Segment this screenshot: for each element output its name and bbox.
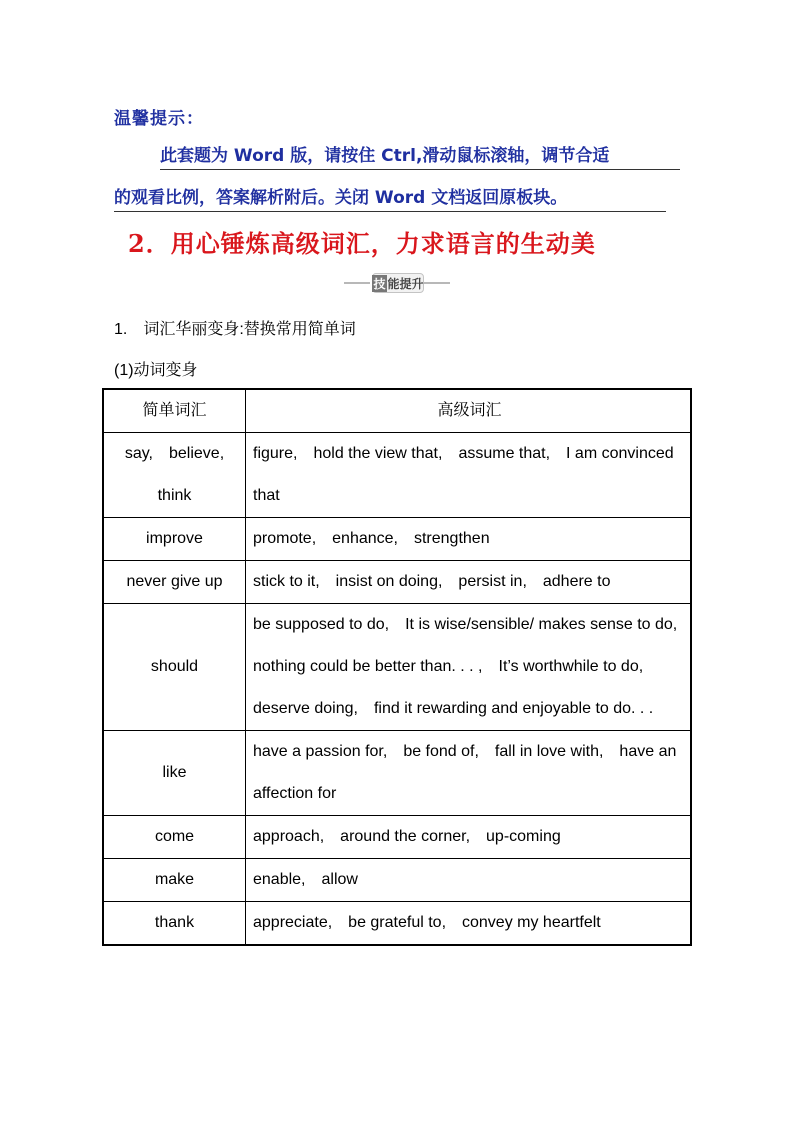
tip-line-1: 此套题为 Word 版，请按住 Ctrl,滑动鼠标滚轴，调节合适 (160, 143, 680, 170)
advanced-words-cell: stick to it, insist on doing, persist in, adhere to (246, 561, 692, 604)
simple-word-cell: make (103, 859, 246, 902)
advanced-words-cell: approach, around the corner, up-coming (246, 816, 692, 859)
table-row (103, 561, 691, 604)
table-row (103, 604, 691, 731)
subsection-title: (1)动词变身 (114, 362, 198, 379)
advanced-words-cell: enable, allow (246, 859, 692, 902)
advanced-words-cell: figure, hold the view that, assume that, I am convinced that (246, 433, 692, 518)
simple-word-cell: thank (103, 902, 246, 946)
table-row (103, 518, 691, 561)
simple-word-cell: never give up (103, 561, 246, 604)
simple-word-cell: improve (103, 518, 246, 561)
badge-divider-left (344, 282, 370, 284)
table-row (103, 902, 691, 946)
table-row (103, 731, 691, 816)
advanced-words-cell: promote, enhance, strengthen (246, 518, 692, 561)
simple-word-cell: come (103, 816, 246, 859)
badge-highlight-char: 技 (373, 276, 386, 291)
badge-label (372, 273, 424, 293)
tip-line-2: 的观看比例，答案解析附后。关闭 Word 文档返回原板块。 (114, 185, 666, 212)
table-header-row (103, 389, 691, 433)
advanced-words-cell: be supposed to do, It is wise/sensible/ makes sense to do, nothing could be better than. . . , It’s worthwhile to do, deserve doing, find it rewarding and enjoyable to do. . . (246, 604, 692, 731)
vocabulary-table (102, 388, 692, 946)
table-row (103, 816, 691, 859)
tip-title: 温馨提示： (114, 109, 204, 129)
advanced-words-cell: have a passion for, be fond of, fall in love with, have an affection for (246, 731, 692, 816)
table-row (103, 859, 691, 902)
simple-word-cell: say, believe, think (103, 433, 246, 518)
skill-badge (342, 272, 452, 294)
simple-word-cell: like (103, 731, 246, 816)
header-advanced: 高级词汇 (246, 389, 692, 433)
badge-text: 能提升 (387, 276, 424, 291)
section-heading: 2．用心锤炼高级词汇，力求语言的生动美 (128, 229, 596, 258)
header-simple: 简单词汇 (103, 389, 246, 433)
badge-divider-right (424, 282, 450, 284)
advanced-words-cell: appreciate, be grateful to, convey my heartfelt (246, 902, 692, 946)
subheading: 1. 词汇华丽变身:替换常用简单词 (114, 321, 356, 338)
simple-word-cell: should (103, 604, 246, 731)
table-row (103, 433, 691, 518)
